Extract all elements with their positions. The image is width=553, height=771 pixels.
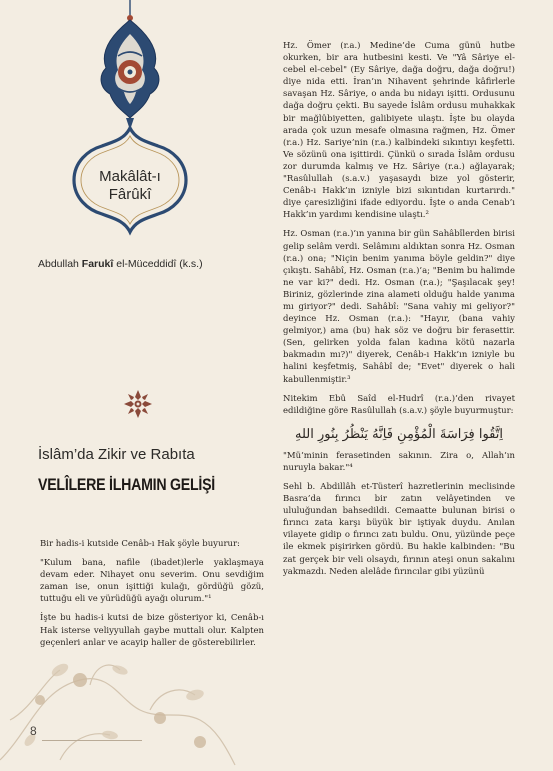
paragraph: "Mü’minin ferasetinden sakının. Zira o, Allah’ın nuruyla bakar."⁴ (283, 450, 515, 473)
paragraph: Hz. Osman (r.a.)’ın yanına bir gün Sahâbîlerden birisi gelip selâm verdi. Selâmını aldıktan sonra Hz. Osman (r.a.) ona; "Niçin benim yanıma böyle geldin?" diye çıkıştı. Sahâbî, Hz. Osman (r.a.)’a; "Benim bu halimde ne var ki?" dedi. Hz. Osman (r.a.); "Şaşılacak şey! Biriniz, gözlerinde zina alameti olduğu halde yanıma mı giriyor?" dedi. Sahâbî: "Sana vahiy mi geliyor?" deyince Hz. Osman (r.a.): "Hayır, (bana vahiy gelmiyor,) ama (bu) hak söz ve doğru bir ferasettir. (Sen, gelirken yolda falan kadına kötü nazarla bakmadın mı?)" diyerek, Cenâb-ı Hakk’ın izniyle bu halini keşfetmiş, Sahâbî de; "Evet" diyerek o hali kabullenmiştir.³ (283, 229, 516, 385)
author-prefix: Abdullah (38, 258, 82, 270)
author-line (38, 258, 268, 270)
author-suffix: el-Müceddidî (k.s.) (113, 258, 203, 270)
book-title (60, 168, 200, 204)
arabic-hadith: اِتَّقُوا فِرَاسَةَ الْمُؤْمِنِ فَاِنَّهُ يَنْظُرُ بِنُورِ اللهِ (295, 426, 503, 442)
tile-medallion-icon (40, 0, 220, 240)
page-number: 8 (30, 724, 37, 738)
left-column (40, 538, 264, 656)
right-column (283, 40, 515, 585)
section-subtitle: İslâm’da Zikir ve Rabıta (38, 446, 195, 463)
paragraph: Sehl b. Abdillâh et-Tüsterî hazretlerinin meclisinde Basra’da fırıncı bir zatın velâyetinden ve ululuğundan bahsedildi. Cemaatte bulunan birisi o fırıncı zata karşı büyük bir iştiyak duydu. Anılan vilayete gidip o fırıncı zatı buldu. Onu, yüzünde peçe ile ekmek pişirirken gördü. Bu hakle kalbinden: "Bu zat gerçek bir veli olsaydı, fırının ateşi onun sakalını yakmazdı. Neden alelâde fırıncılar gibi yüzünü (283, 482, 515, 577)
book-title-line-1: Makâlât-ı (99, 168, 161, 185)
paragraph: Hz. Ömer (r.a.) Medine’de Cuma günü hutbe okurken, bir ara hutbesini kesti. Ve "Yâ Sâriye el-cebel el-cebel" (Ey Sâriye, dağa doğru, dağa doğru!) diye nida etti. İran’ın Nihavent şehrinde kâfirlerle savaşan Hz. Sâriye, o anda bu nidayı işitti. Ordusunu dağa doğru çekti. Bu sayede İslâm ordusu muhakkak bir mağlûbiyetten, galibiyete ulaştı. İşte bu olayda arada çok uzun mesafe olmasına rağmen, Hz. Ömer (r.a.) Hz. Sariye’nin (r.a.) kalbindeki sıkıntıyı keşfetti. Ve sözünü ona işittirdi. Çünkü o sırada İslâm ordusu zor durumda kalmış ve Hz. Sâriye (r.a.) ağlayarak; "Rasûlullah (s.a.v.) yaşasaydı bize yol gösterir, Cenâb-ı Hakk’ın izniyle bizi sıkıntıdan kurtarırdı." diye çaresizliğini ifade ediyordu. İşte o anda Cenab’ı Hakk’ın yardımı kendisine ulaştı.² (283, 41, 515, 221)
paragraph: "Kulum bana, nafile (ibadet)lerle yaklaşmaya devam eder. Nihayet onu severim. Onu sevdiğim zaman ise, onun işittiği kulağı, gördüğü gözü, tuttuğu eli ve yürüdüğü ayağı olurum."¹ (40, 558, 264, 605)
section-title: VELÎLERE İLHAMIN GELİŞİ (38, 476, 215, 494)
author-surname: Farukî (81, 258, 114, 270)
paragraph: Nitekim Ebû Saîd el-Hudrî (r.a.)’den rivayet edildiğine göre Rasûlullah (s.a.v.) şöyle buyurmuştur: (283, 393, 515, 416)
book-title-line-2: Fârûkî (108, 186, 152, 203)
paragraph: İşte bu hadis-i kutsi de bize gösteriyor ki, Cenâb-ı Hak isterse veliyyullah gaybe muttali olur. Kalpten geçenleri anlar ve acayip haller de gösterebilirler. (40, 613, 264, 648)
footer-divider (42, 740, 142, 741)
small-rosette-icon (122, 388, 154, 420)
paragraph: Bir hadis-i kutside Cenâb-ı Hak şöyle buyurur: (40, 539, 240, 549)
